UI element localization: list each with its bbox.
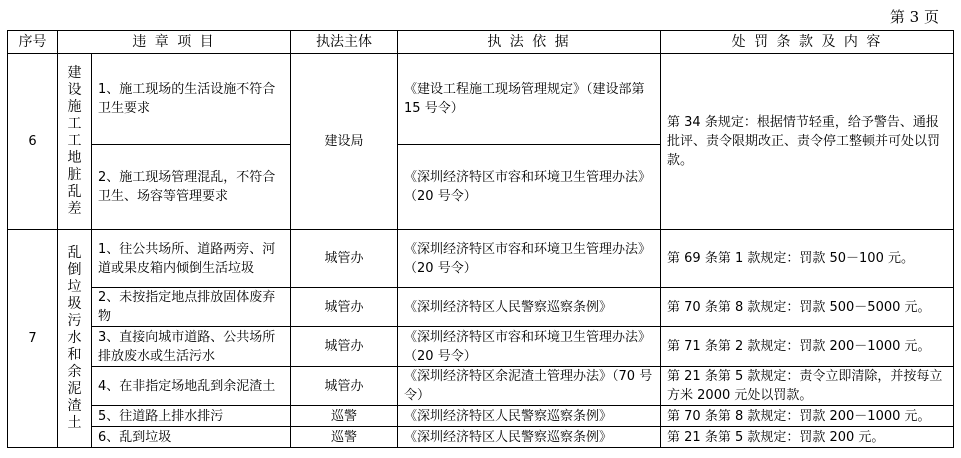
table-row xyxy=(8,427,954,448)
header-basis: 执 法 依 据 xyxy=(398,31,661,54)
penalty-cell: 第 21 条第 5 款规定：责令立即清除，并按每立方米 2000 元处以罚款。 xyxy=(661,367,954,406)
table-row xyxy=(8,327,954,367)
violation-table xyxy=(7,30,954,448)
agency-cell: 城管办 xyxy=(291,230,398,288)
basis-cell: 《深圳经济特区人民警察巡察条例》 xyxy=(398,406,661,427)
header-penalty: 处 罚 条 款 及 内 容 xyxy=(661,31,954,54)
header-item: 违 章 项 目 xyxy=(58,31,291,54)
item-cell: 2、未按指定地点排放固体废弃物 xyxy=(92,288,291,327)
penalty-cell: 第 71 条第 2 款规定：罚款 200－1000 元。 xyxy=(661,327,954,367)
seq-cell: 7 xyxy=(8,230,58,448)
basis-cell: 《深圳经济特区余泥渣土管理办法》（70 号令） xyxy=(398,367,661,406)
penalty-cell: 第 70 条第 8 款规定：罚款 500－5000 元。 xyxy=(661,288,954,327)
page-number: 第 3 页 xyxy=(889,8,939,26)
item-cell: 2、施工现场管理混乱，不符合卫生、场容等管理要求 xyxy=(92,145,291,230)
table-row xyxy=(8,288,954,327)
category-cell: 乱 倒 垃 圾 污 水 和 余 泥 渣 土 xyxy=(58,230,92,448)
header-agency: 执法主体 xyxy=(291,31,398,54)
basis-cell: 《深圳经济特区市容和环境卫生管理办法》（20 号令） xyxy=(398,145,661,230)
seq-cell: 6 xyxy=(8,54,58,230)
item-cell: 4、在非指定场地乱到余泥渣土 xyxy=(92,367,291,406)
header-row xyxy=(8,31,954,54)
basis-cell: 《深圳经济特区人民警察巡察条例》 xyxy=(398,288,661,327)
table-row xyxy=(8,54,954,145)
item-cell: 5、往道路上排水排污 xyxy=(92,406,291,427)
penalty-cell: 第 34 条规定：根据情节轻重，给予警告、通报批评、责令限期改正、责令停工整顿并可处以罚款。 xyxy=(661,54,954,230)
header-seq: 序号 xyxy=(8,31,58,54)
penalty-cell: 第 69 条第 1 款规定：罚款 50－100 元。 xyxy=(661,230,954,288)
agency-cell: 巡警 xyxy=(291,427,398,448)
agency-cell: 城管办 xyxy=(291,288,398,327)
penalty-cell: 第 70 条第 8 款规定：罚款 200－1000 元。 xyxy=(661,406,954,427)
basis-cell: 《建设工程施工现场管理规定》（建设部第 15 号令） xyxy=(398,54,661,145)
agency-cell: 城管办 xyxy=(291,327,398,367)
basis-cell: 《深圳经济特区市容和环境卫生管理办法》（20 号令） xyxy=(398,327,661,367)
basis-cell: 《深圳经济特区市容和环境卫生管理办法》（20 号令） xyxy=(398,230,661,288)
item-cell: 1、施工现场的生活设施不符合卫生要求 xyxy=(92,54,291,145)
agency-cell: 巡警 xyxy=(291,406,398,427)
item-cell: 3、直接向城市道路、公共场所排放废水或生活污水 xyxy=(92,327,291,367)
item-cell: 6、乱到垃圾 xyxy=(92,427,291,448)
table-row xyxy=(8,367,954,406)
agency-cell: 建设局 xyxy=(291,54,398,230)
basis-cell: 《深圳经济特区人民警察巡察条例》 xyxy=(398,427,661,448)
category-cell: 建 设 施 工 工 地 脏 乱 差 xyxy=(58,54,92,230)
item-cell: 1、往公共场所、道路两旁、河道或果皮箱内倾倒生活垃圾 xyxy=(92,230,291,288)
table-row xyxy=(8,406,954,427)
penalty-cell: 第 21 条第 5 款规定：罚款 200 元。 xyxy=(661,427,954,448)
agency-cell: 城管办 xyxy=(291,367,398,406)
table-row xyxy=(8,230,954,288)
